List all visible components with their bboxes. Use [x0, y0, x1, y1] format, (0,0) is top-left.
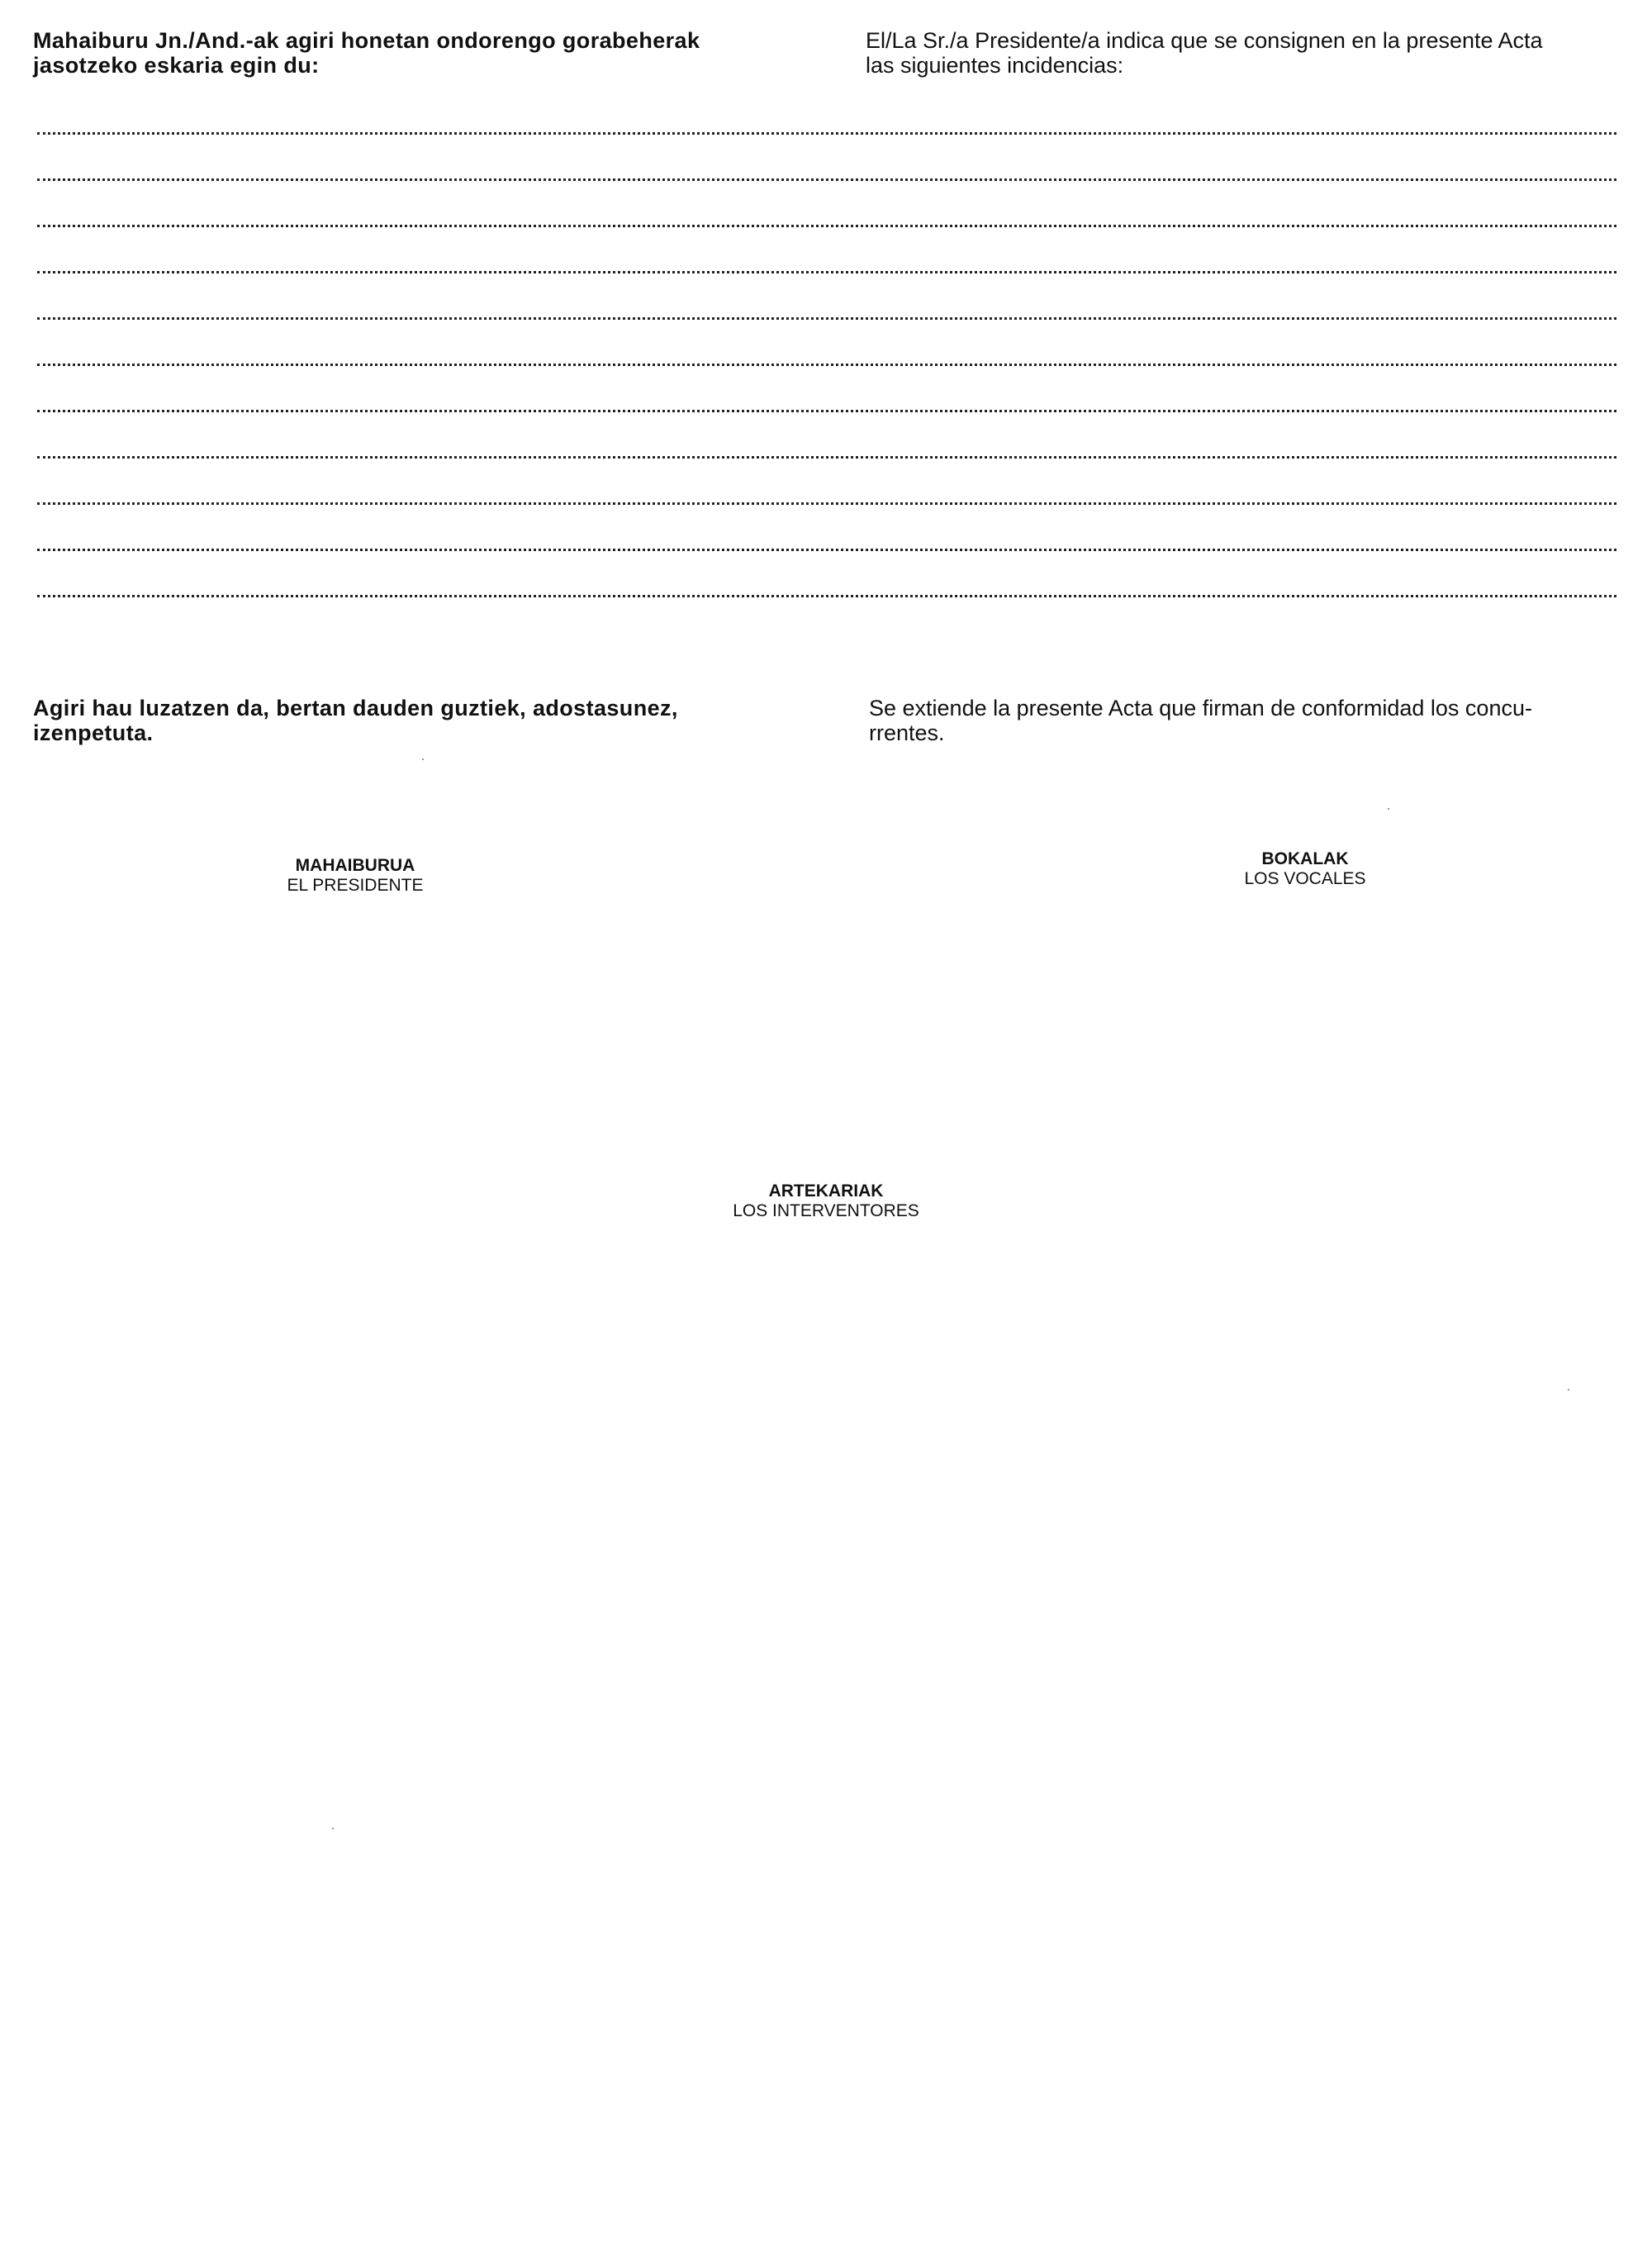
incident-dotted-line — [37, 271, 1616, 273]
closing-basque-paragraph — [33, 696, 826, 745]
interveners-label-spanish: LOS INTERVENTORES — [733, 1201, 919, 1220]
president-label-spanish: EL PRESIDENTE — [287, 876, 424, 895]
scan-speck — [422, 758, 424, 760]
intro-spanish-line-1: El/La Sr./a Presidente/a indica que se consignen en la presente Acta — [866, 28, 1543, 53]
incident-dotted-line — [37, 456, 1616, 459]
closing-spanish-line-1: Se extiende la presente Acta que firman de conformidad los concu- — [869, 696, 1532, 720]
intro-basque-paragraph — [33, 28, 826, 78]
intro-basque-line-1: Mahaiburu Jn./And.-ak agiri honetan ondorengo gorabeherak — [33, 28, 700, 53]
interveners-signature-block — [681, 1182, 971, 1221]
intro-spanish-paragraph — [866, 28, 1626, 78]
incident-dotted-line — [37, 502, 1616, 505]
incident-dotted-line — [37, 364, 1616, 366]
incident-dotted-line — [37, 178, 1616, 181]
scan-speck — [1388, 808, 1389, 810]
interveners-label-basque: ARTEKARIAK — [768, 1182, 884, 1201]
incident-dotted-line — [37, 132, 1616, 135]
scan-speck — [332, 1828, 334, 1829]
vocals-label-basque: BOKALAK — [1261, 849, 1349, 868]
incident-dotted-line — [37, 317, 1616, 320]
president-signature-block — [231, 856, 479, 896]
vocals-signature-block — [1181, 849, 1429, 889]
closing-spanish-paragraph — [869, 696, 1629, 745]
scan-speck — [1568, 1389, 1569, 1391]
incident-lines — [37, 132, 1616, 641]
intro-spanish-line-2: las siguientes incidencias: — [866, 53, 1124, 78]
closing-basque-line-2: izenpetuta. — [33, 720, 154, 745]
vocals-label-spanish: LOS VOCALES — [1244, 869, 1366, 888]
president-label-basque: MAHAIBURUA — [295, 856, 415, 875]
intro-basque-line-2: jasotzeko eskaria egin du: — [33, 53, 320, 78]
incident-dotted-line — [37, 595, 1616, 597]
incident-dotted-line — [37, 225, 1616, 227]
closing-spanish-line-2: rrentes. — [869, 720, 945, 745]
incident-dotted-line — [37, 549, 1616, 551]
closing-basque-line-1: Agiri hau luzatzen da, bertan dauden guztiek, adostasunez, — [33, 696, 678, 720]
incident-dotted-line — [37, 410, 1616, 412]
